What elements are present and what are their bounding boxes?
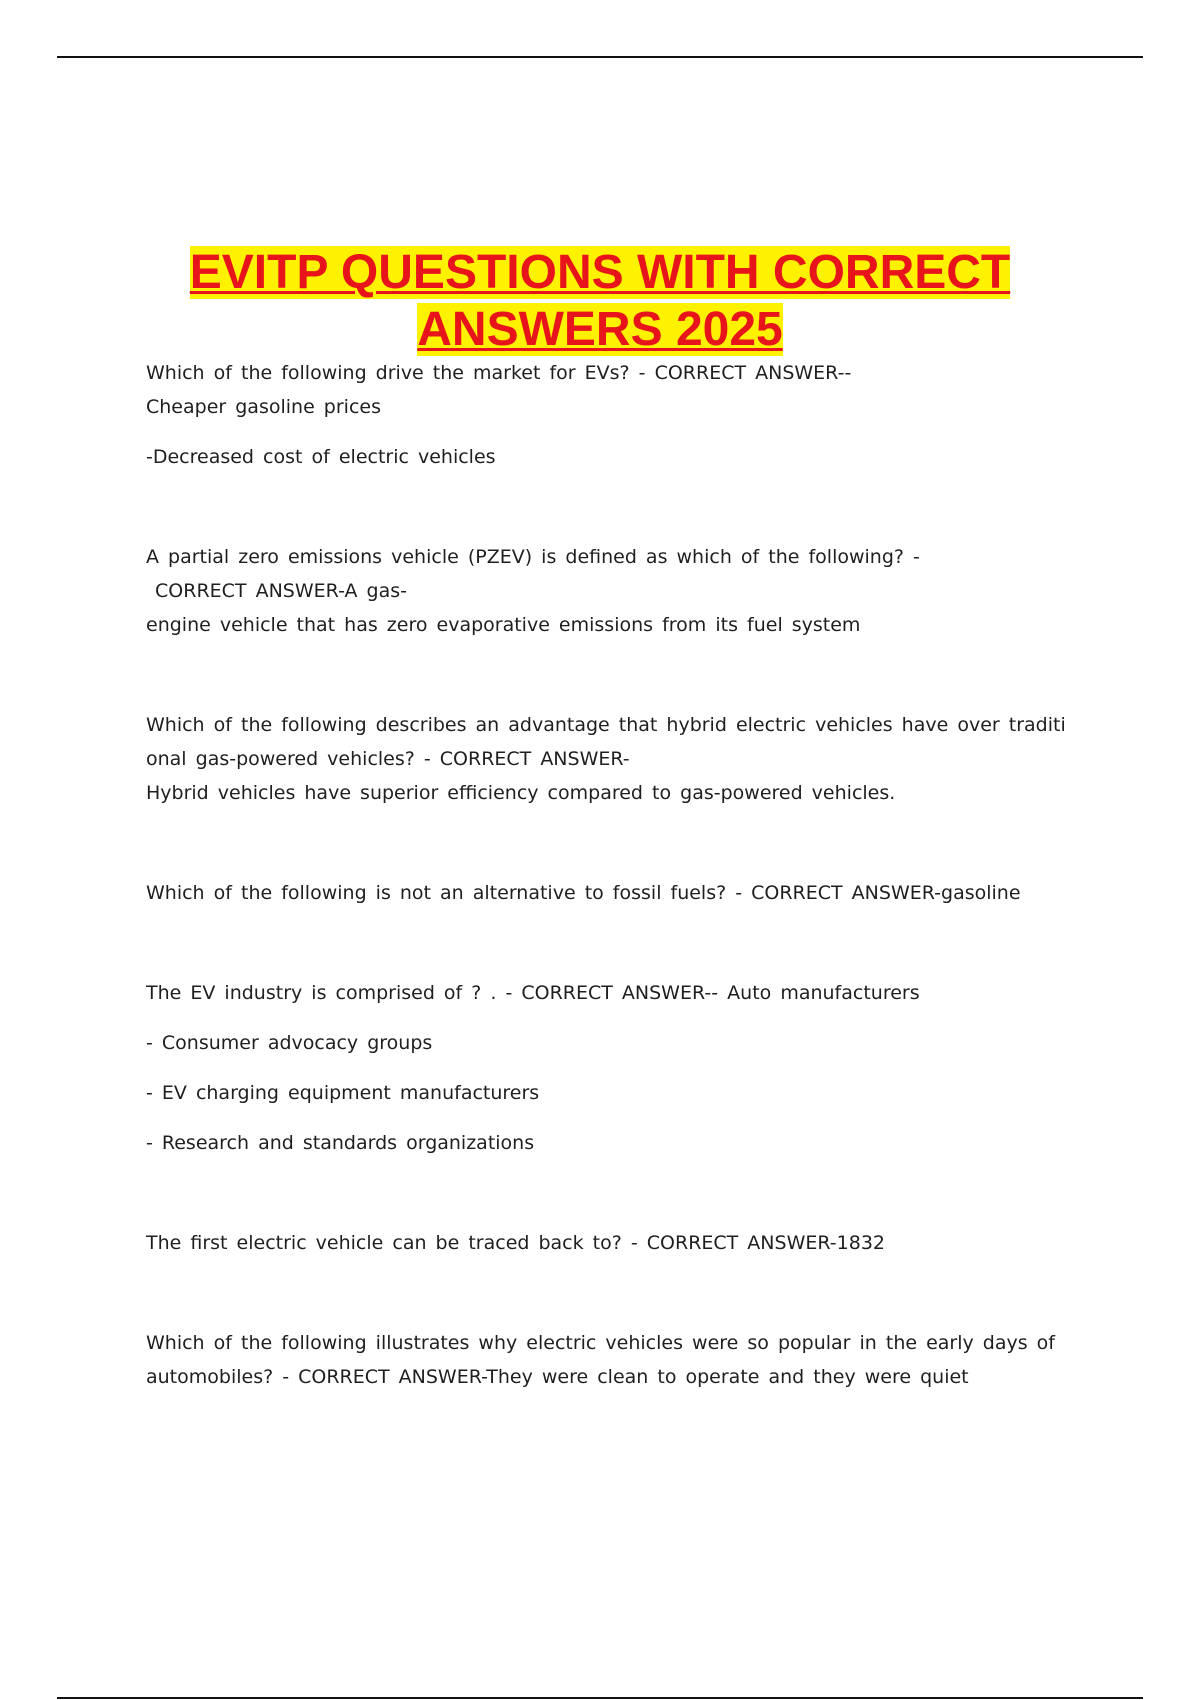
title-line-2: ANSWERS 2025 (417, 303, 783, 356)
q2-answer-label: CORRECT ANSWER-A gas- (146, 580, 408, 602)
q4-question: Which of the following is not an alternative to fossil fuels? - CORRECT ANSWER-gasoline (146, 882, 1021, 904)
q1-answer-2: -Decreased cost of electric vehicles (146, 446, 496, 468)
q1-answer: Cheaper gasoline prices (146, 396, 381, 418)
q3-answer: Hybrid vehicles have superior efficiency compared to gas-powered vehicles. (146, 782, 896, 804)
title-line-1: EVITP QUESTIONS WITH CORRECT (189, 246, 1011, 299)
q5-answer-3: - EV charging equipment manufacturers (146, 1082, 540, 1104)
q6-question: The first electric vehicle can be traced back to? - CORRECT ANSWER-1832 (146, 1232, 886, 1254)
q7-question: Which of the following illustrates why electric vehicles were so popular in the early days of (146, 1332, 1055, 1354)
q2-question: A partial zero emissions vehicle (PZEV) is defined as which of the following? - (146, 546, 920, 568)
q7-answer: automobiles? - CORRECT ANSWER-They were clean to operate and they were quiet (146, 1366, 969, 1388)
q3-question-cont: onal gas-powered vehicles? - CORRECT ANSWER- (146, 748, 630, 770)
qa-list (146, 356, 1092, 1394)
q5-answer-4: - Research and standards organizations (146, 1132, 535, 1154)
q2-answer: engine vehicle that has zero evaporative emissions from its fuel system (146, 614, 861, 636)
document-title (100, 244, 1100, 358)
footer-rule (57, 1697, 1143, 1699)
q3-question: Which of the following describes an advantage that hybrid electric vehicles have over traditi (146, 714, 1066, 736)
q5-question: The EV industry is comprised of ? . - CORRECT ANSWER-- Auto manufacturers (146, 982, 920, 1004)
q5-answer-2: - Consumer advocacy groups (146, 1032, 433, 1054)
header-rule (57, 56, 1143, 58)
q1-question: Which of the following drive the market for EVs? - CORRECT ANSWER-- (146, 362, 852, 384)
